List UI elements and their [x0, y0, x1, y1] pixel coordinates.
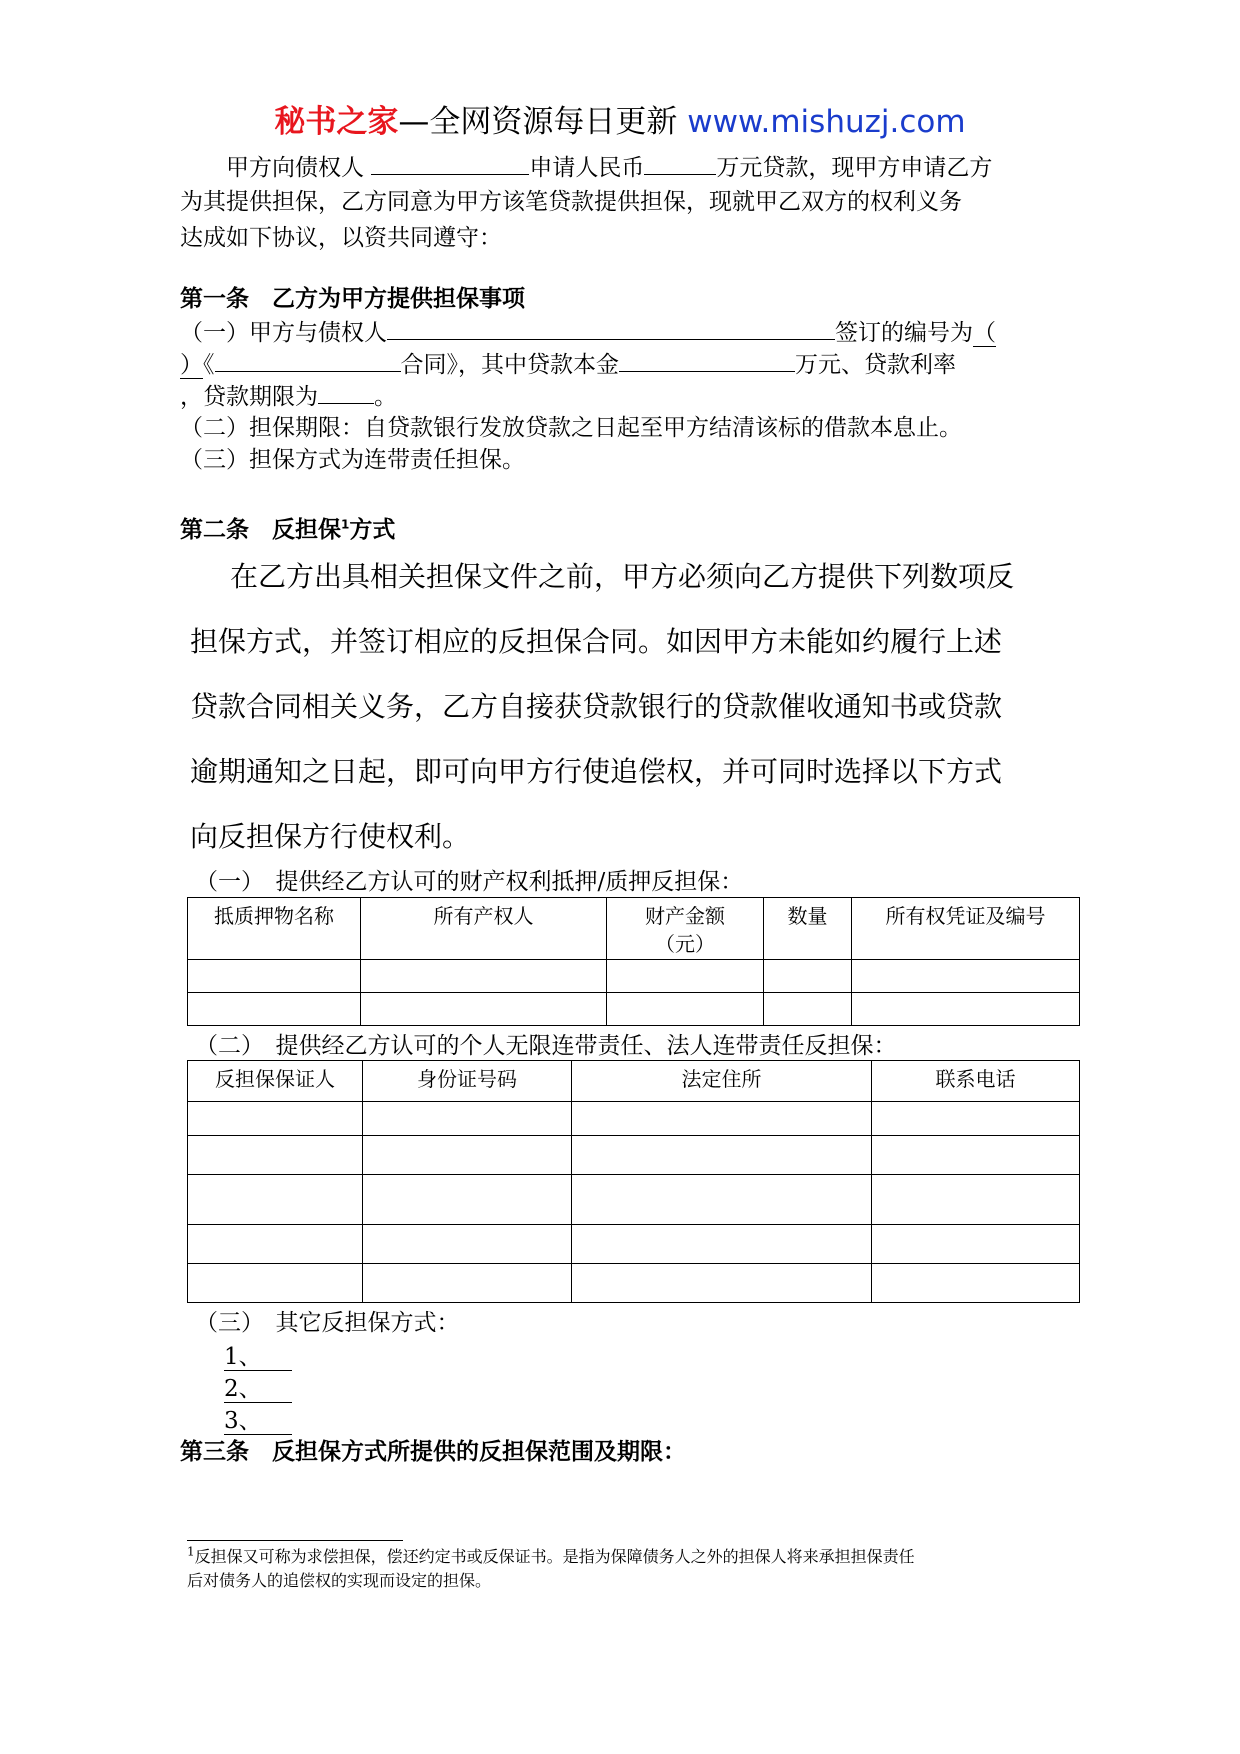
item1-text-b: 签订的编号为: [835, 320, 973, 346]
sub-section-2: （二） 提供经乙方认可的个人无限连带责任、法人连带责任反担保：: [195, 1033, 897, 1059]
item1-paren-close: ）: [180, 352, 203, 378]
table-cell[interactable]: [852, 993, 1080, 1026]
table-row: [188, 960, 1080, 993]
intro-text-a: 甲方向债权人: [226, 155, 364, 181]
creditor-blank: [371, 150, 529, 175]
table-cell[interactable]: [764, 993, 852, 1026]
article-1-item-3: （三）担保方式为连带责任担保。: [180, 447, 525, 473]
header-banner: [0, 100, 1240, 144]
principal-blank: [619, 347, 795, 372]
table-cell[interactable]: [188, 1225, 363, 1264]
intro-line-2: 为其提供担保，乙方同意为甲方该笔贷款提供担保，现就甲乙双方的权利义务: [180, 189, 962, 215]
table-row: [188, 1225, 1080, 1264]
article-2-title-text: 第二条 反担保: [180, 517, 341, 543]
table-cell[interactable]: [188, 993, 361, 1026]
table-cell[interactable]: [872, 1136, 1080, 1175]
footnote-divider: [187, 1540, 403, 1541]
item1-text-a: （一）甲方与债权人: [180, 320, 387, 346]
pledge-table-header-row: [188, 898, 1080, 960]
table-cell[interactable]: [572, 1136, 872, 1175]
pledge-col-quantity: 数量: [764, 898, 852, 960]
guarantor-table-header-row: [188, 1061, 1080, 1102]
table-row: [188, 1175, 1080, 1225]
table-cell[interactable]: [607, 993, 764, 1026]
table-cell[interactable]: [607, 960, 764, 993]
table-cell[interactable]: [363, 1175, 572, 1225]
article-2-title: [180, 514, 395, 546]
table-row: [188, 993, 1080, 1026]
table-cell[interactable]: [872, 1264, 1080, 1303]
term-blank: [318, 379, 374, 404]
pledge-col-amount-label: 财产金额: [645, 904, 725, 928]
guarantor-col-phone: 联系电话: [872, 1061, 1080, 1102]
table-cell[interactable]: [572, 1102, 872, 1136]
list-item-label: 2、: [224, 1376, 292, 1403]
article-2-para-line-2: 担保方式，并签订相应的反担保合同。如因甲方未能如约履行上述: [190, 625, 1003, 658]
table-cell[interactable]: [572, 1225, 872, 1264]
table-cell[interactable]: [872, 1225, 1080, 1264]
pledge-col-name: 抵质押物名称: [188, 898, 361, 960]
article-2-para-line-3: 贷款合同相关义务，乙方自接获贷款银行的贷款催收通知书或贷款: [190, 690, 1003, 723]
footnote-ref[interactable]: 1: [341, 517, 350, 532]
table-cell[interactable]: [188, 1136, 363, 1175]
article-2-para-line-5: 向反担保方行使权利。: [190, 820, 471, 853]
table-row: [188, 1264, 1080, 1303]
pledge-col-amount: [607, 898, 764, 960]
article-1-title: 第一条 乙方为甲方提供担保事项: [180, 286, 525, 312]
footnote-line-1: [187, 1545, 915, 1569]
sub-section-3: （三） 其它反担保方式：: [195, 1310, 460, 1336]
table-cell[interactable]: [188, 1175, 363, 1225]
item1-text-f: 合同》，其中贷款本金: [400, 352, 619, 378]
table-cell[interactable]: [872, 1175, 1080, 1225]
pledge-table: [187, 897, 1080, 1026]
table-row: [188, 1102, 1080, 1136]
table-cell[interactable]: [852, 960, 1080, 993]
guarantor-col-name: 反担保保证人: [188, 1061, 363, 1102]
list-item: [224, 1405, 292, 1437]
list-item: [224, 1341, 292, 1373]
table-cell[interactable]: [188, 1102, 363, 1136]
table-row: [188, 1136, 1080, 1175]
creditor-blank-2: [387, 315, 835, 340]
table-cell[interactable]: [363, 1225, 572, 1264]
table-cell[interactable]: [363, 1136, 572, 1175]
table-cell[interactable]: [764, 960, 852, 993]
intro-text-c: 万元贷款，现甲方申请乙方: [716, 155, 993, 181]
article-3-title: 第三条 反担保方式所提供的反担保范围及期限：: [180, 1439, 686, 1465]
pledge-col-amount-unit: （元）: [655, 932, 715, 956]
item1-text-g: 万元、贷款利率: [795, 352, 956, 378]
table-cell[interactable]: [188, 960, 361, 993]
brand-name: 秘书之家: [274, 104, 399, 140]
intro-line-1: [226, 150, 992, 184]
item1-text-h: ，贷款期限为: [180, 384, 318, 410]
footnote-line-2: 后对债务人的追偿权的实现而设定的担保。: [187, 1571, 492, 1590]
intro-line-3: 达成如下协议，以资共同遵守：: [180, 225, 502, 251]
pledge-col-owner: 所有产权人: [361, 898, 607, 960]
contract-name-blank: [215, 347, 401, 372]
footnote-text-1: 反担保又可称为求偿担保，偿还约定书或反保证书。是指为保障债务人之外的担保人将来承担担保责任: [194, 1547, 915, 1566]
guarantor-col-id: 身份证号码: [363, 1061, 572, 1102]
list-item-label: 1、: [224, 1344, 292, 1371]
sub-section-1: （一） 提供经乙方认可的财产权利抵押/质押反担保：: [195, 869, 744, 895]
site-link[interactable]: www.mishuzj.com: [687, 104, 966, 140]
table-cell[interactable]: [872, 1102, 1080, 1136]
article-1-item-1-line-3: [180, 379, 397, 413]
article-1-item-1-line-2: [180, 347, 956, 381]
table-cell[interactable]: [363, 1102, 572, 1136]
article-2-para-line-4: 逾期通知之日起，即可向甲方行使追偿权，并可同时选择以下方式: [190, 755, 1003, 788]
guarantor-col-address: 法定住所: [572, 1061, 872, 1102]
footnote-mark: 1: [187, 1544, 195, 1559]
table-cell[interactable]: [361, 993, 607, 1026]
table-cell[interactable]: [363, 1264, 572, 1303]
table-cell[interactable]: [188, 1264, 363, 1303]
article-2-para-line-1: 在乙方出具相关担保文件之前，甲方必须向乙方提供下列数项反: [230, 560, 1015, 593]
list-item-label: 3、: [224, 1408, 292, 1435]
article-1-item-1-line-1: [180, 315, 996, 349]
article-1-item-2: （二）担保期限：自贷款银行发放贷款之日起至甲方结清该标的借款本息止。: [180, 415, 962, 441]
item1-text-i: 。: [374, 384, 397, 410]
item1-paren-open: （: [973, 320, 996, 346]
table-cell[interactable]: [572, 1175, 872, 1225]
intro-text-b: 申请人民币: [529, 155, 645, 181]
guarantor-table: [187, 1060, 1080, 1303]
article-2-title-tail: 方式: [349, 517, 396, 543]
list-item: [224, 1373, 292, 1405]
table-cell[interactable]: [361, 960, 607, 993]
brand-slogan: —全网资源每日更新: [398, 104, 678, 140]
item1-book-open: 《: [203, 352, 215, 378]
table-cell[interactable]: [572, 1264, 872, 1303]
pledge-col-certificate: 所有权凭证及编号: [852, 898, 1080, 960]
amount-blank: [644, 150, 716, 175]
